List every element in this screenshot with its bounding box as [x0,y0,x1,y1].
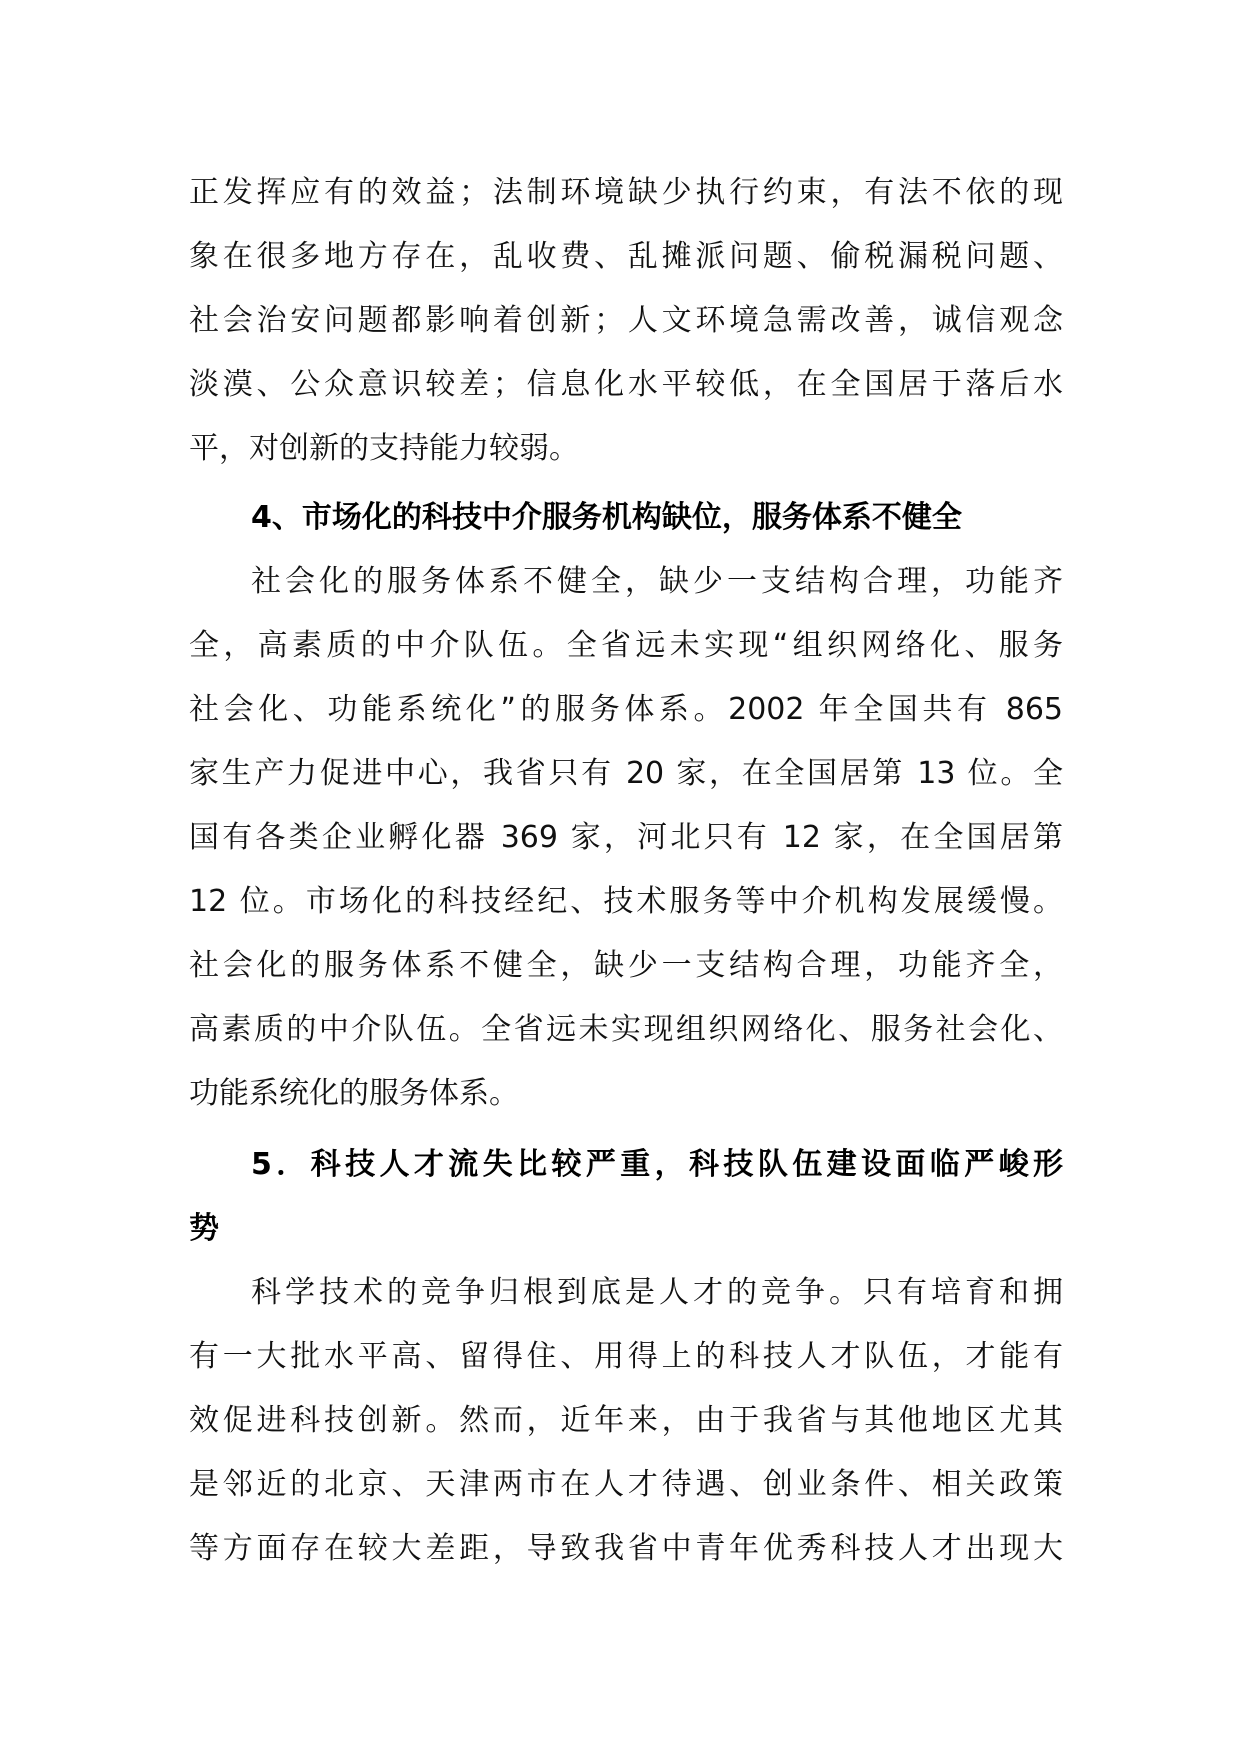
paragraph-service-system [189,550,1063,1126]
section-heading-5 [189,1133,1063,1261]
text-line: 社会化的服务体系不健全，缺少一支结构合理，功能齐全， [189,948,1063,983]
text-line: 淡漠、公众意识较差；信息化水平较低，在全国居于落后水 [189,367,1063,402]
text-line: 效促进科技创新。然而，近年来，由于我省与其他地区尤其 [189,1403,1063,1438]
text-line: 等方面存在较大差距，导致我省中青年优秀科技人才出现大 [189,1531,1063,1566]
text-line: 平，对创新的支持能力较弱。 [189,431,579,466]
text-line: 是邻近的北京、天津两市在人才待遇、创业条件、相关政策 [189,1467,1063,1502]
text-line: 社会治安问题都影响着创新；人文环境急需改善，诚信观念 [189,303,1063,338]
heading-line: 势 [189,1211,219,1246]
text-line: 科学技术的竞争归根到底是人才的竞争。只有培育和拥 [251,1275,1063,1310]
paragraph-environment [189,161,1063,481]
text-line: 正发挥应有的效益；法制环境缺少执行约束，有法不依的现 [189,175,1063,210]
text-line: 有一大批水平高、留得住、用得上的科技人才队伍，才能有 [189,1339,1063,1374]
heading-line: 5．科技人才流失比较严重，科技队伍建设面临严峻形 [251,1147,1063,1182]
section-heading-4 [189,486,1063,550]
text-line: 高素质的中介队伍。全省远未实现组织网络化、服务社会化、 [189,1012,1063,1047]
text-line: 全，高素质的中介队伍。全省远未实现“组织网络化、服务 [189,628,1063,663]
text-line: 12 位。市场化的科技经纪、技术服务等中介机构发展缓慢。 [189,884,1063,919]
text-line: 功能系统化的服务体系。 [189,1076,519,1111]
text-line: 国有各类企业孵化器 369 家，河北只有 12 家，在全国居第 [189,820,1063,855]
text-line: 社会化、功能系统化”的服务体系。2002 年全国共有 865 [189,692,1063,727]
text-line: 家生产力促进中心，我省只有 20 家，在全国居第 13 位。全 [189,756,1063,791]
text-line: 社会化的服务体系不健全，缺少一支结构合理，功能齐 [251,564,1063,599]
text-line: 象在很多地方存在，乱收费、乱摊派问题、偷税漏税问题、 [189,239,1063,274]
heading-line: 4、市场化的科技中介服务机构缺位，服务体系不健全 [251,500,962,535]
paragraph-talent [189,1261,1063,1581]
